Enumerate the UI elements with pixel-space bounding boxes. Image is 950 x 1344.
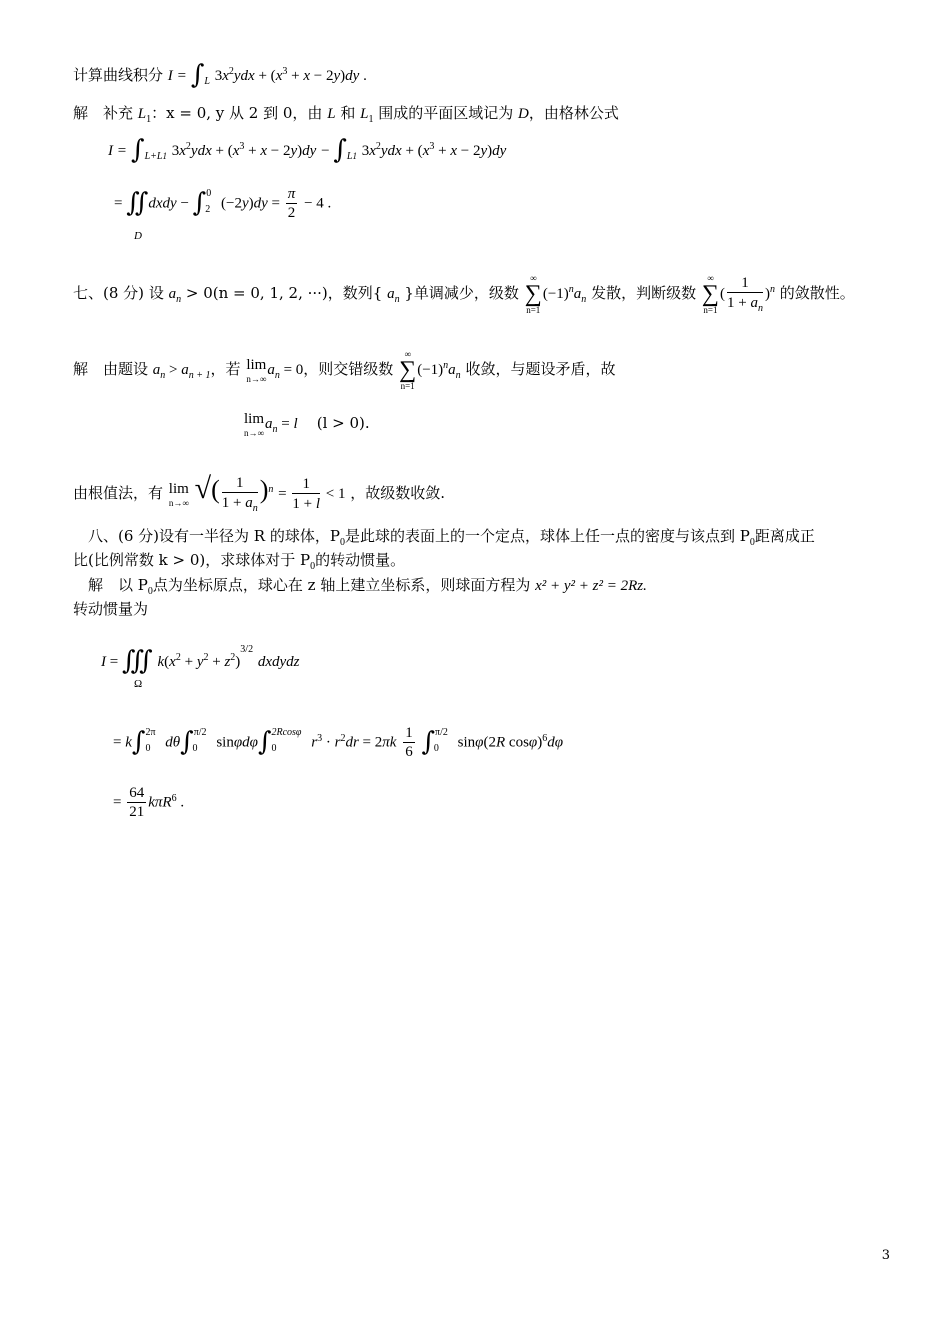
problem6-solution-intro: 解 补充 $L_1$：x = 0, y 从 2 到 0，由 L 和 $L_1$ 围成的平面区域记为 D，由格林公式 xyxy=(73,104,619,125)
limit-equals-l: lim n→∞ $a_n = l$ (l > 0). xyxy=(244,411,370,438)
moment-result: = $\frac{64}{21}$ kπR$^6$ . xyxy=(113,785,185,820)
integral-sign: ∫ xyxy=(190,60,205,90)
page-number: 3 xyxy=(881,1248,890,1263)
moment-integral-line-1: I = ∭ $k(x^2 + y^2 + z^2)^{3/2}$ dxdydz xyxy=(101,644,300,676)
green-formula-line-1: $I = \int_{L+L1}$ $3x^2ydx + (x^3 + x - 2y)dy - \int_{L1}$ $3x^2ydx + (x^3 + x - 2y)dy$ xyxy=(108,135,507,165)
root-test-line: 由根值法，有 lim n→∞ √( $\frac{1}{1 + a_n}$ )$^n$ = $\frac{1}{1 + l}$ < 1 ，故级数收敛. xyxy=(73,472,446,514)
region-d-label: D xyxy=(134,230,142,242)
problem8-statement-line-1: 八、(6 分)设有一半径为 R 的球体，$P_0$是此球的表面上的一个定点，球体上任一点的密度与该点到 $P_0$距离成正 xyxy=(88,527,815,548)
problem7-solution: 解 由题设 $a_n > a_{n + 1}$，若 lim n→∞ $a_n = 0$，则交错级数 ∞ ∑ n=1 $(-1)^na_n$ 收敛，与题设矛盾，故 xyxy=(73,349,616,391)
curve-integral-formula: I xyxy=(167,68,173,84)
series-sum-symbol: ∞ ∑ n=1 xyxy=(524,273,542,315)
problem7-statement: 七、(8 分) 设 $a_n > 0(n = 0$, 1, 2, ···)，数列{ $a_n$ }单调减少，级数 ∞ ∑ n=1 $(-1)^na_n$ 发散，判断级数 ∞ ∑ n=1 ( $\frac{1}{1 + a_n}$ )$^n$ 的敛散性。 xyxy=(73,273,855,315)
omega-label: Ω xyxy=(134,678,143,690)
problem8-solution-line-2: 转动惯量为 xyxy=(73,600,149,618)
problem8-statement-line-2: 比(比例常数 k > 0)，求球体对于 $P_0$的转动惯量。 xyxy=(73,551,406,572)
problem8-solution-line-1: 解 以 $P_0$点为坐标原点，球心在 z 轴上建立坐标系，则球面方程为 x² + y² + z² = 2Rz. xyxy=(88,576,647,597)
problem6-statement: 计算曲线积分 $I = \int_L$ $3x^2ydx + (x^3 + x - 2y)dy$ . xyxy=(73,60,367,90)
moment-integral-line-2: = k∫$^{2\pi}_0$ dθ∫$^{\pi/2}_0$ sinφdφ∫$^{2Rcos\varphi}_0$ $r^3 \cdot r^2dr = 2\pi k$ $\frac{1}{6}$ ∫$^{\pi/2}_0$ sinφ(2R cosφ)$^6$dφ xyxy=(113,725,564,760)
series-sum-symbol: ∞ ∑ n=1 xyxy=(701,273,719,315)
green-formula-line-2: = ∬dxdy − ∫$^0_2$ (−2y)dy = $\frac{\pi}{2}$ − 4 . xyxy=(114,186,332,221)
pi-over-two: $\frac{\pi}{2}$ xyxy=(287,186,296,221)
